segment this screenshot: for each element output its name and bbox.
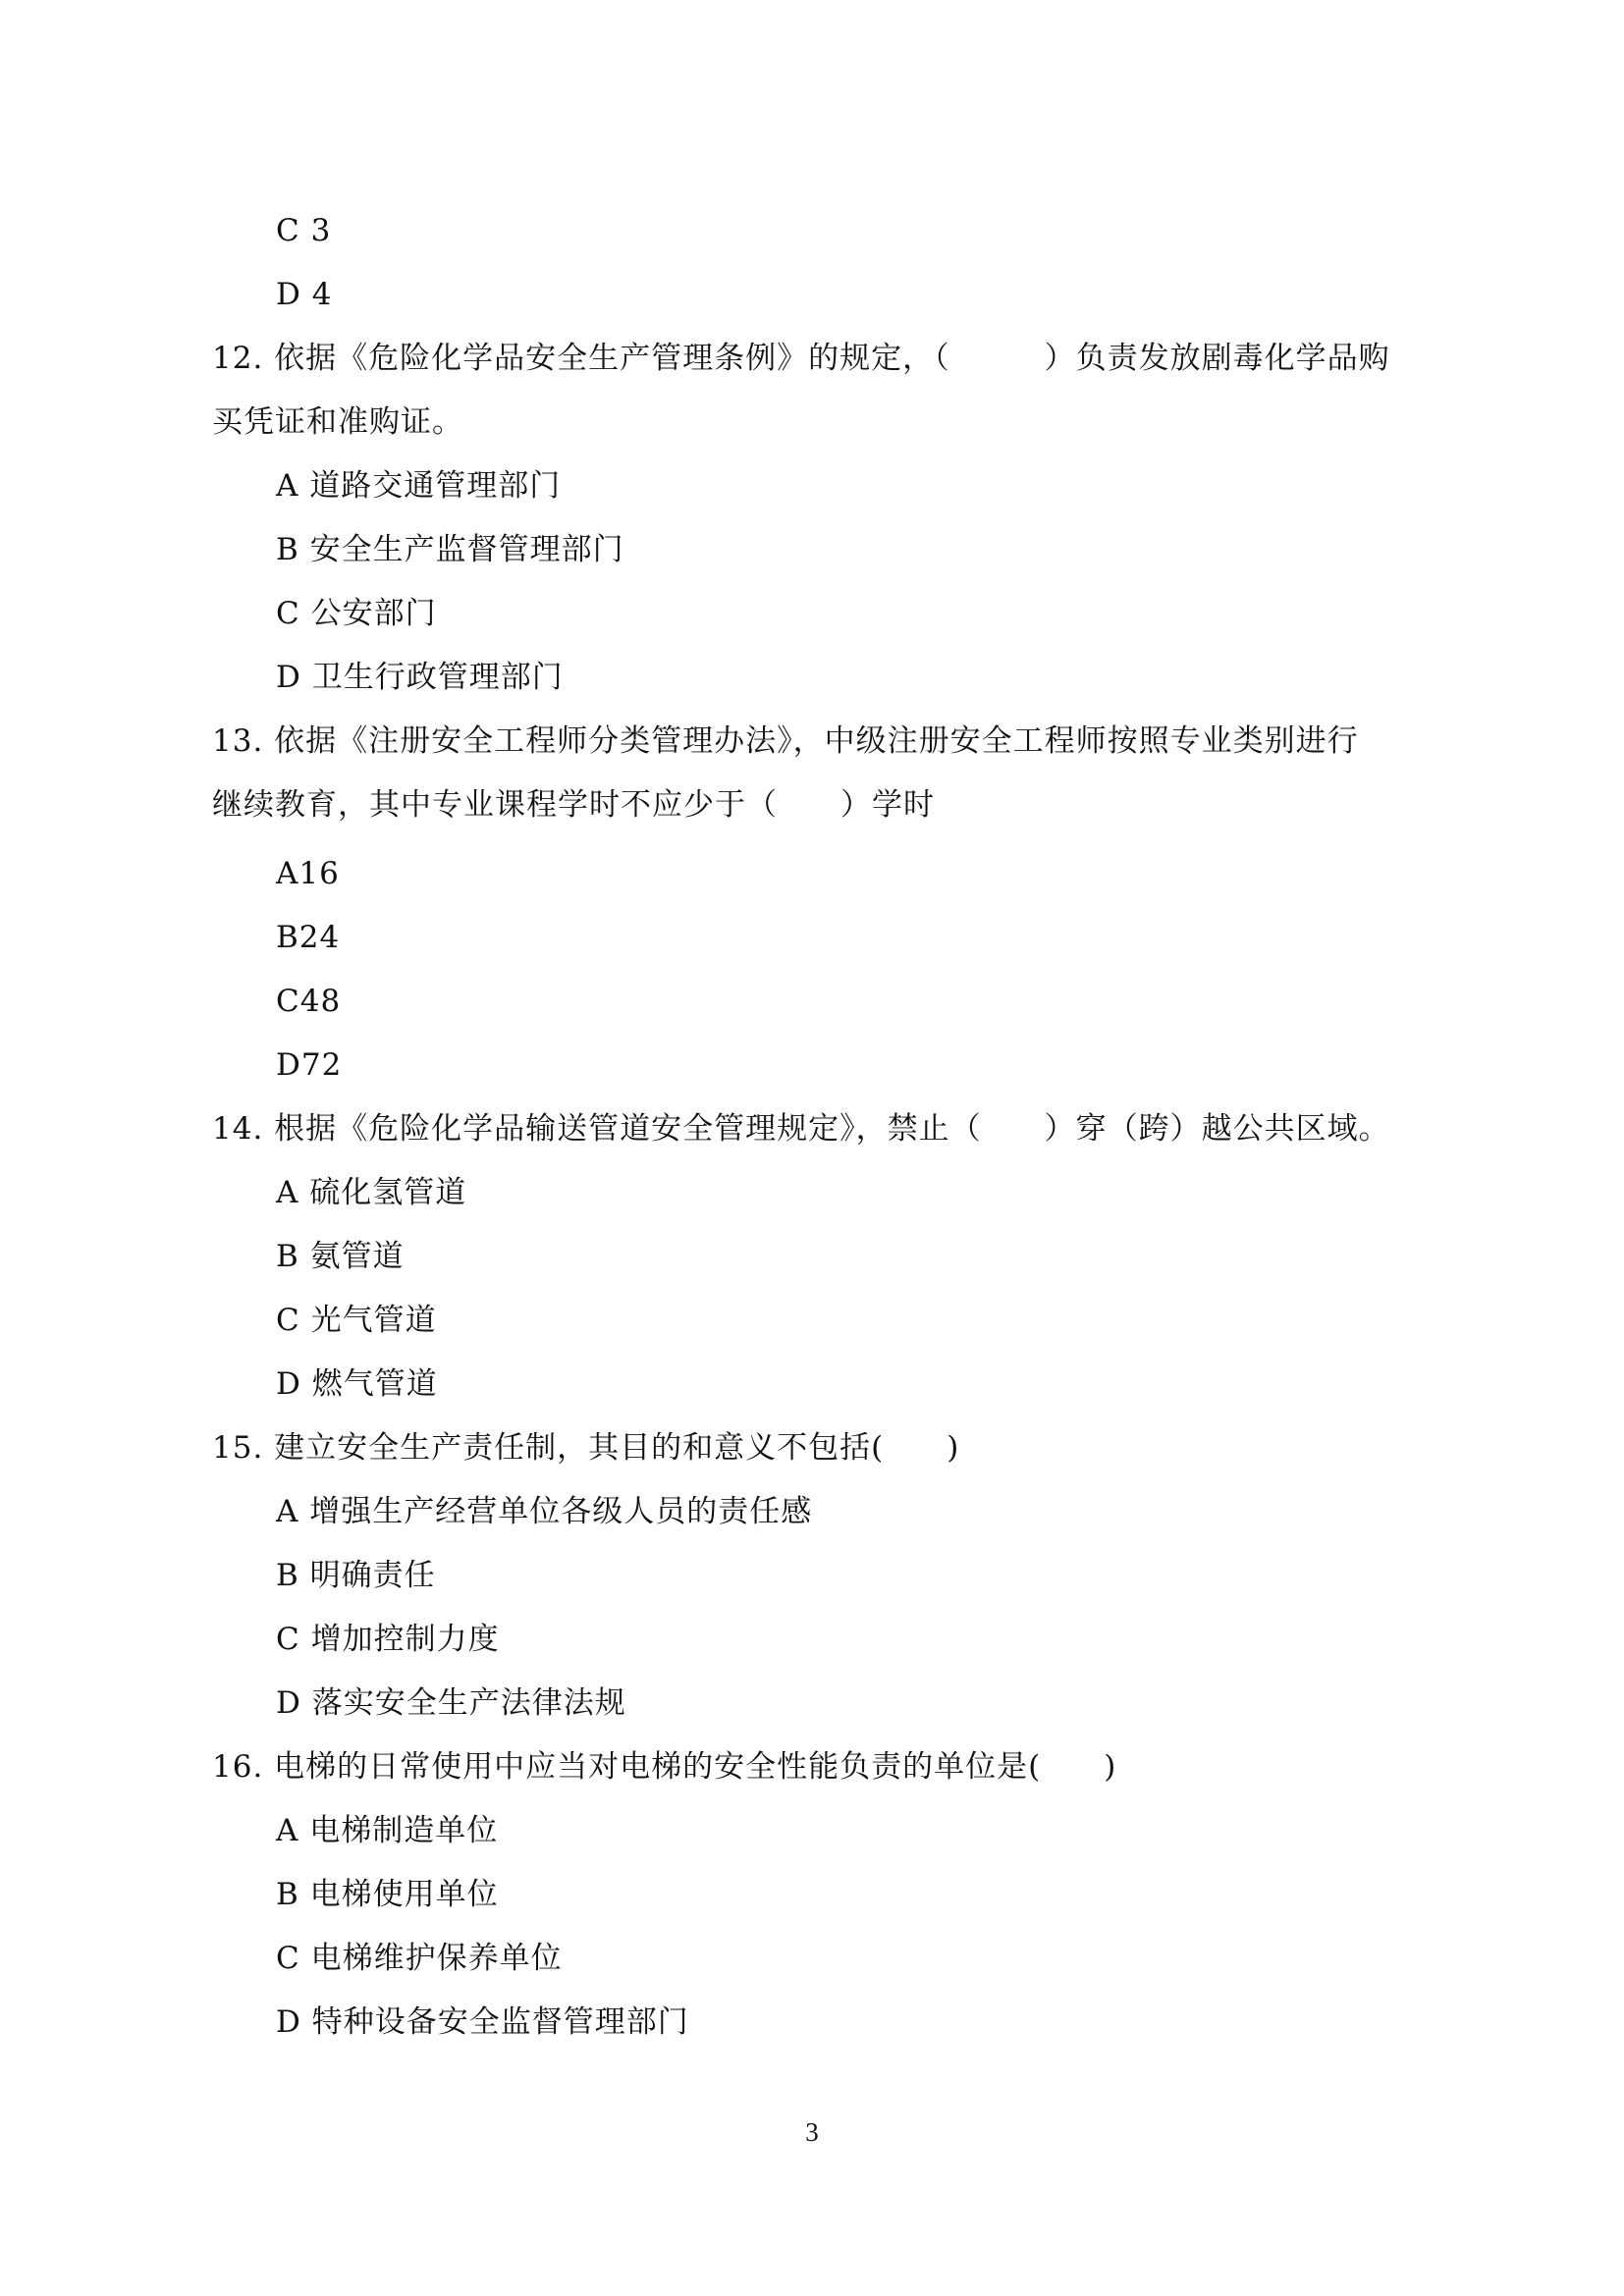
q11-option-c: C 3 (276, 213, 332, 248)
q12-stem-line2: 买凭证和准购证。 (212, 404, 463, 440)
q11-option-d: D 4 (276, 277, 333, 312)
q13-option-d: D72 (276, 1047, 343, 1083)
q16-option-b: B 电梯使用单位 (276, 1877, 499, 1912)
q15-option-b: B 明确责任 (276, 1558, 436, 1593)
q16-stem-line1: 16. 电梯的日常使用中应当对电梯的安全性能负责的单位是( ) (212, 1749, 1117, 1785)
q15-option-c: C 增加控制力度 (276, 1622, 500, 1657)
q14-stem-line1: 14. 根据《危险化学品输送管道安全管理规定》，禁止（ ）穿（跨）越公共区域。 (212, 1111, 1390, 1147)
q12-option-c: C 公安部门 (276, 596, 437, 631)
q16-option-d: D 特种设备安全监督管理部门 (276, 2004, 689, 2040)
q13-option-b: B24 (276, 920, 341, 955)
q12-option-a: A 道路交通管理部门 (276, 468, 562, 504)
q13-stem-line2: 继续教育，其中专业课程学时不应少于（ ）学时 (212, 787, 935, 823)
q14-option-d: D 燃气管道 (276, 1366, 438, 1402)
page-number: 3 (805, 2117, 819, 2147)
q14-option-a: A 硫化氢管道 (276, 1175, 467, 1210)
q13-stem-line1: 13. 依据《注册安全工程师分类管理办法》，中级注册安全工程师按照专业类别进行 (212, 723, 1359, 759)
q12-stem-line1: 12. 依据《危险化学品安全生产管理条例》的规定，（ ）负责发放剧毒化学品购 (212, 341, 1390, 376)
q14-option-b: B 氨管道 (276, 1239, 405, 1274)
q16-option-c: C 电梯维护保养单位 (276, 1941, 563, 1976)
q14-option-c: C 光气管道 (276, 1303, 437, 1338)
q15-option-d: D 落实安全生产法律法规 (276, 1685, 626, 1721)
q15-option-a: A 增强生产经营单位各级人员的责任感 (276, 1494, 813, 1529)
q12-option-b: B 安全生产监督管理部门 (276, 532, 624, 567)
q16-option-a: A 电梯制造单位 (276, 1813, 499, 1848)
q13-option-c: C48 (276, 984, 342, 1019)
q12-option-d: D 卫生行政管理部门 (276, 660, 564, 695)
q13-option-a: A16 (276, 856, 340, 891)
q15-stem-line1: 15. 建立安全生产责任制，其目的和意义不包括( ) (212, 1430, 960, 1466)
